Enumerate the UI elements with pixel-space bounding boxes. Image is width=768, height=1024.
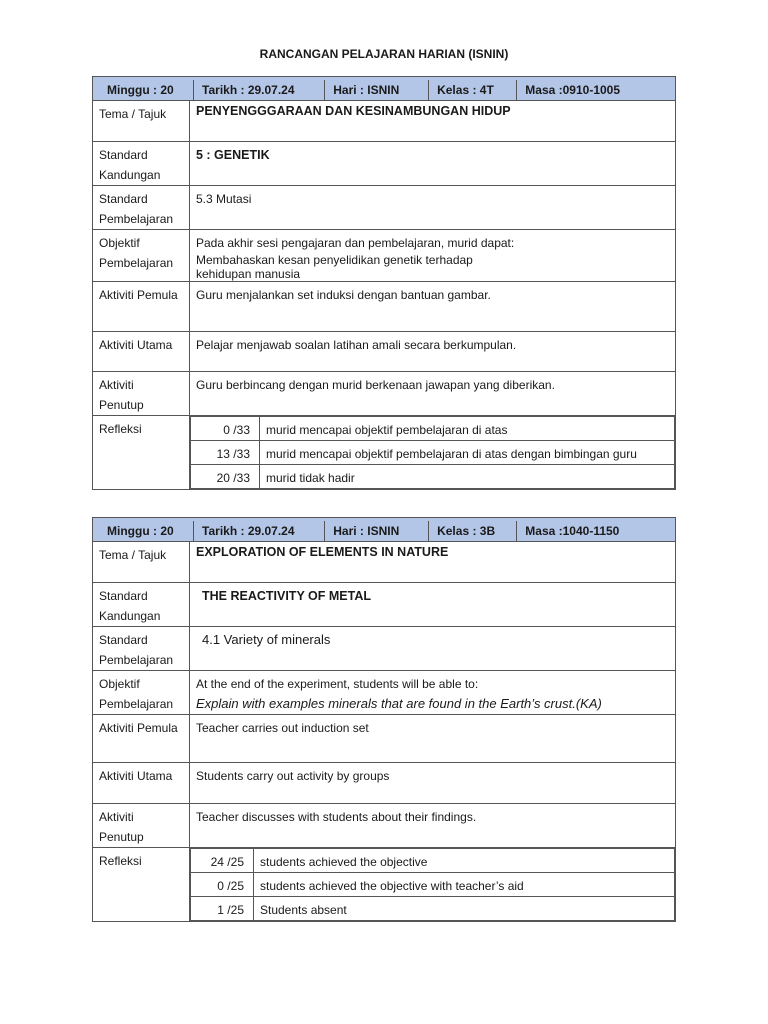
refleksi-value [190,416,676,490]
plan-header-row [93,77,676,101]
aktiviti-penutup-value: Guru berbincang dengan murid berkenaan jawapan yang diberikan. [190,372,676,416]
standard-kandungan-label: Standard Kandungan [93,583,190,627]
refleksi-text: students achieved the objective with teacher’s aid [254,873,675,897]
standard-pembelajaran-value: 4.1 Variety of minerals [190,627,676,671]
aktiviti-penutup-value: Teacher discusses with students about their findings. [190,804,676,848]
objektif-label: Objektif Pembelajaran [93,230,190,282]
standard-kandungan-row [93,583,676,627]
refleksi-count: 13 /33 [191,441,260,465]
aktiviti-utama-value: Students carry out activity by groups [190,763,676,804]
refleksi-item [191,441,675,465]
tema-value: EXPLORATION OF ELEMENTS IN NATURE [190,542,676,583]
tema-row [93,542,676,583]
refleksi-row [93,848,676,922]
aktiviti-pemula-label: Aktiviti Pemula [93,715,190,763]
refleksi-row [93,416,676,490]
hari-field: Hari : ISNIN [325,80,429,100]
objektif-value: At the end of the experiment, students will be able to: Explain with examples minerals that are found in the Earth’s crust.(KA) [190,671,676,715]
kelas-field: Kelas : 3B [429,521,517,541]
aktiviti-penutup-label: Aktiviti Penutup [93,372,190,416]
kelas-field: Kelas : 4T [429,80,517,100]
standard-kandungan-row [93,142,676,186]
tema-label: Tema / Tajuk [93,542,190,583]
aktiviti-pemula-row [93,715,676,763]
refleksi-value [190,848,676,922]
refleksi-text: murid mencapai objektif pembelajaran di atas dengan bimbingan guru [260,441,675,465]
standard-pembelajaran-label: Standard Pembelajaran [93,186,190,230]
objektif-label: Objektif Pembelajaran [93,671,190,715]
standard-kandungan-value: THE REACTIVITY OF METAL [190,583,676,627]
refleksi-item [191,465,675,489]
hari-field: Hari : ISNIN [325,521,429,541]
refleksi-text: murid mencapai objektif pembelajaran di atas [260,417,675,441]
standard-pembelajaran-row [93,186,676,230]
masa-field: Masa :0910-1005 [525,83,621,97]
tarikh-field: Tarikh : 29.07.24 [194,80,325,100]
refleksi-item [191,849,675,873]
objektif-row [93,671,676,715]
refleksi-text: students achieved the objective [254,849,675,873]
refleksi-count: 1 /25 [191,897,254,921]
tema-value: PENYENGGGARAAN DAN KESINAMBUNGAN HIDUP [190,101,676,142]
standard-pembelajaran-value: 5.3 Mutasi [190,186,676,230]
aktiviti-utama-label: Aktiviti Utama [93,332,190,372]
objektif-value: Pada akhir sesi pengajaran dan pembelajaran, murid dapat: Membahaskan kesan penyelidikan genetik terhadap kehidupan manusia [190,230,676,282]
aktiviti-penutup-row [93,804,676,848]
aktiviti-utama-row [93,763,676,804]
plan-header-row [93,518,676,542]
refleksi-label: Refleksi [93,848,190,922]
refleksi-count: 0 /25 [191,873,254,897]
minggu-field: Minggu : 20 [99,521,194,541]
tarikh-field: Tarikh : 29.07.24 [194,521,325,541]
lesson-plan-table-1 [92,76,676,490]
refleksi-text: murid tidak hadir [260,465,675,489]
refleksi-count: 20 /33 [191,465,260,489]
refleksi-item [191,417,675,441]
document-title: RANCANGAN PELAJARAN HARIAN (ISNIN) [259,47,509,61]
aktiviti-penutup-row [93,372,676,416]
standard-kandungan-label: Standard Kandungan [93,142,190,186]
standard-pembelajaran-label: Standard Pembelajaran [93,627,190,671]
refleksi-count: 0 /33 [191,417,260,441]
tema-row [93,101,676,142]
masa-field: Masa :1040-1150 [525,524,620,538]
aktiviti-pemula-value: Guru menjalankan set induksi dengan bantuan gambar. [190,282,676,332]
refleksi-count: 24 /25 [191,849,254,873]
aktiviti-utama-value: Pelajar menjawab soalan latihan amali secara berkumpulan. [190,332,676,372]
objektif-row [93,230,676,282]
aktiviti-utama-label: Aktiviti Utama [93,763,190,804]
aktiviti-pemula-value: Teacher carries out induction set [190,715,676,763]
aktiviti-pemula-row [93,282,676,332]
refleksi-item [191,873,675,897]
tema-label: Tema / Tajuk [93,101,190,142]
aktiviti-utama-row [93,332,676,372]
minggu-field: Minggu : 20 [99,80,194,100]
lesson-plan-table-2 [92,517,676,922]
refleksi-text: Students absent [254,897,675,921]
aktiviti-pemula-label: Aktiviti Pemula [93,282,190,332]
aktiviti-penutup-label: Aktiviti Penutup [93,804,190,848]
refleksi-label: Refleksi [93,416,190,490]
refleksi-item [191,897,675,921]
standard-pembelajaran-row [93,627,676,671]
standard-kandungan-value: 5 : GENETIK [190,142,676,186]
